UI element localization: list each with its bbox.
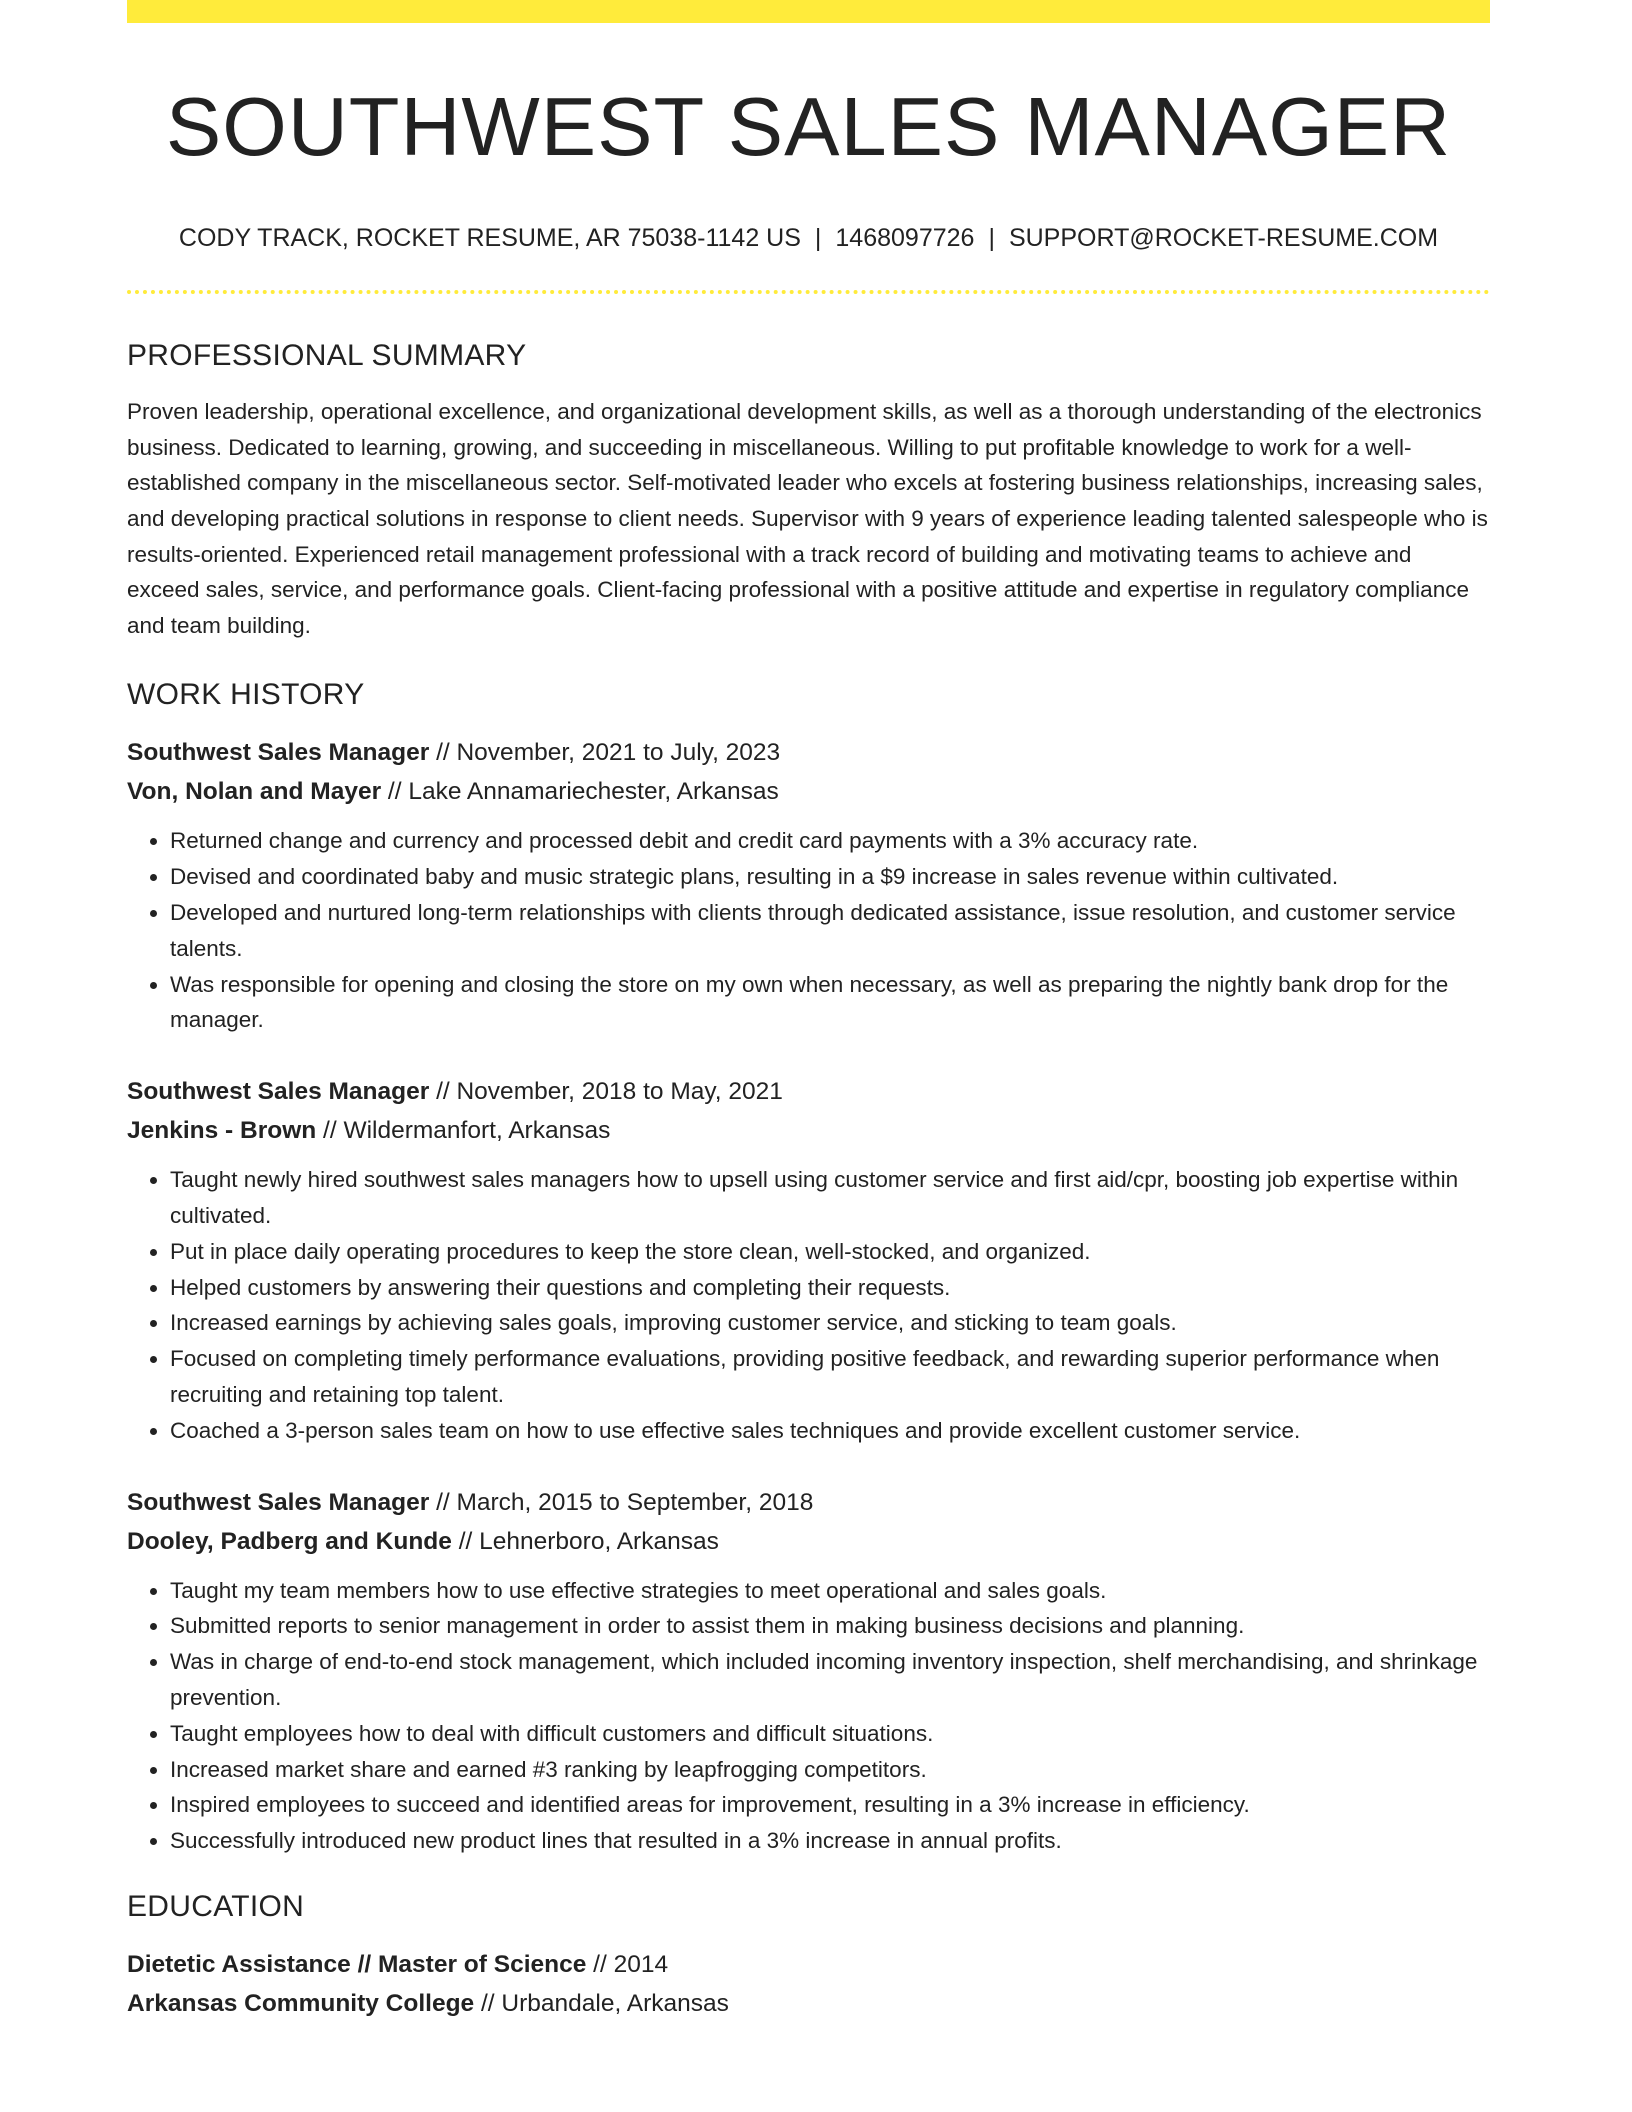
job-bullet: • Inspired employees to succeed and identified areas for improvement, resulting in a 3% increase in efficiency. [170,1787,1490,1823]
job-entry [127,1072,1490,1448]
job-bullets [127,1162,1490,1448]
job-bullet: • Helped customers by answering their questions and completing their requests. [170,1270,1490,1306]
dotted-divider [127,290,1490,294]
job-bullet: • Returned change and currency and processed debit and credit card payments with a 3% accuracy rate. [170,823,1490,859]
job-location: // Wildermanfort, Arkansas [316,1117,611,1145]
job-company: Jenkins - Brown [127,1117,317,1145]
job-dates: // November, 2021 to July, 2023 [429,739,781,767]
job-bullet: • Developed and nurtured long-term relationships with clients through dedicated assistance, issue resolution, and customer service talents. [170,895,1490,967]
education-entry [127,1945,1490,2023]
job-company-line [127,1111,1490,1150]
contact-email: SUPPORT@ROCKET-RESUME.COM [1008,224,1439,253]
job-bullet: • Submitted reports to senior management in order to assist them in making business decisions and planning. [170,1608,1490,1644]
job-role: Southwest Sales Manager [127,739,430,767]
job-bullet: • Devised and coordinated baby and music strategic plans, resulting in a $9 increase in sales revenue within cultivated. [170,859,1490,895]
job-company-line [127,772,1490,811]
job-bullet: • Put in place daily operating procedures to keep the store clean, well-stocked, and organized. [170,1234,1490,1270]
job-bullet: • Taught my team members how to use effective strategies to meet operational and sales goals. [170,1573,1490,1609]
job-bullet: • Coached a 3-person sales team on how to use effective sales techniques and provide excellent customer service. [170,1413,1490,1449]
education-school: Arkansas Community College [127,1989,475,2017]
education-heading: EDUCATION [127,1889,305,1923]
job-bullet: • Taught newly hired southwest sales managers how to upsell using customer service and first aid/cpr, boosting job expertise within cultivated. [170,1162,1490,1234]
summary-text: Proven leadership, operational excellence, and organizational development skills, as well as a thorough understanding of the electronics business. Dedicated to learning, growing, and succeeding in miscellaneous. Willing to put profitable knowledge to work for a well-established company in the miscellaneous sector. Self-motivated leader who excels at fostering business relationships, increasing sales, and developing practical solutions in response to client needs. Supervisor with 9 years of experience leading talented salespeople who is results-oriented. Experienced retail management professional with a track record of building and motivating teams to achieve and exceed sales, service, and performance goals. Client-facing professional with a positive attitude and expertise in regulatory compliance and team building. [127,399,1488,638]
job-entry [127,1483,1490,1859]
job-bullet: • Was in charge of end-to-end stock management, which included incoming inventory inspection, shelf merchandising, and shrinkage prevention. [170,1644,1490,1716]
job-company: Von, Nolan and Mayer [127,778,382,806]
job-bullet: • Was responsible for opening and closing the store on my own when necessary, as well as preparing the nightly bank drop for the manager. [170,967,1490,1039]
contact-separator: | [988,224,995,253]
job-title-line [127,1483,1490,1522]
job-role: Southwest Sales Manager [127,1078,430,1106]
job-bullets [127,823,1490,1038]
job-dates: // March, 2015 to September, 2018 [429,1488,814,1516]
job-bullet: • Focused on completing timely performance evaluations, providing positive feedback, and rewarding superior performance when recruiting and retaining top talent. [170,1341,1490,1413]
resume-page [127,0,1490,2023]
summary-heading: PROFESSIONAL SUMMARY [127,339,527,373]
job-title-line [127,733,1490,772]
education-school-line [127,1984,1490,2023]
job-bullet: • Increased earnings by achieving sales goals, improving customer service, and sticking to team goals. [170,1305,1490,1341]
work-history-heading: WORK HISTORY [127,678,365,712]
education-degree: Dietetic Assistance // Master of Science [127,1950,587,1978]
contact-separator: | [814,224,822,253]
job-dates: // November, 2018 to May, 2021 [429,1078,783,1106]
job-company-line [127,1522,1490,1561]
job-company: Dooley, Padberg and Kunde [127,1527,452,1555]
contact-line [127,223,1490,253]
education-degree-line [127,1945,1490,1984]
top-accent-bar [127,0,1490,23]
job-entry [127,733,1490,1038]
job-location: // Lake Annamariechester, Arkansas [381,778,779,806]
education-location: // Urbandale, Arkansas [474,1989,729,2017]
education-year: // 2014 [586,1950,669,1978]
resume-name: SOUTHWEST SALES MANAGER [165,80,1452,173]
job-bullet: • Increased market share and earned #3 ranking by leapfrogging competitors. [170,1752,1490,1788]
job-bullet: • Taught employees how to deal with difficult customers and difficult situations. [170,1716,1490,1752]
contact-address: CODY TRACK, ROCKET RESUME, AR 75038-1142 US [178,224,801,253]
job-bullet: • Successfully introduced new product lines that resulted in a 3% increase in annual profits. [170,1823,1490,1859]
job-role: Southwest Sales Manager [127,1488,430,1516]
job-location: // Lehnerboro, Arkansas [451,1527,719,1555]
contact-phone: 1468097726 [835,224,975,253]
job-title-line [127,1072,1490,1111]
job-bullets [127,1573,1490,1859]
